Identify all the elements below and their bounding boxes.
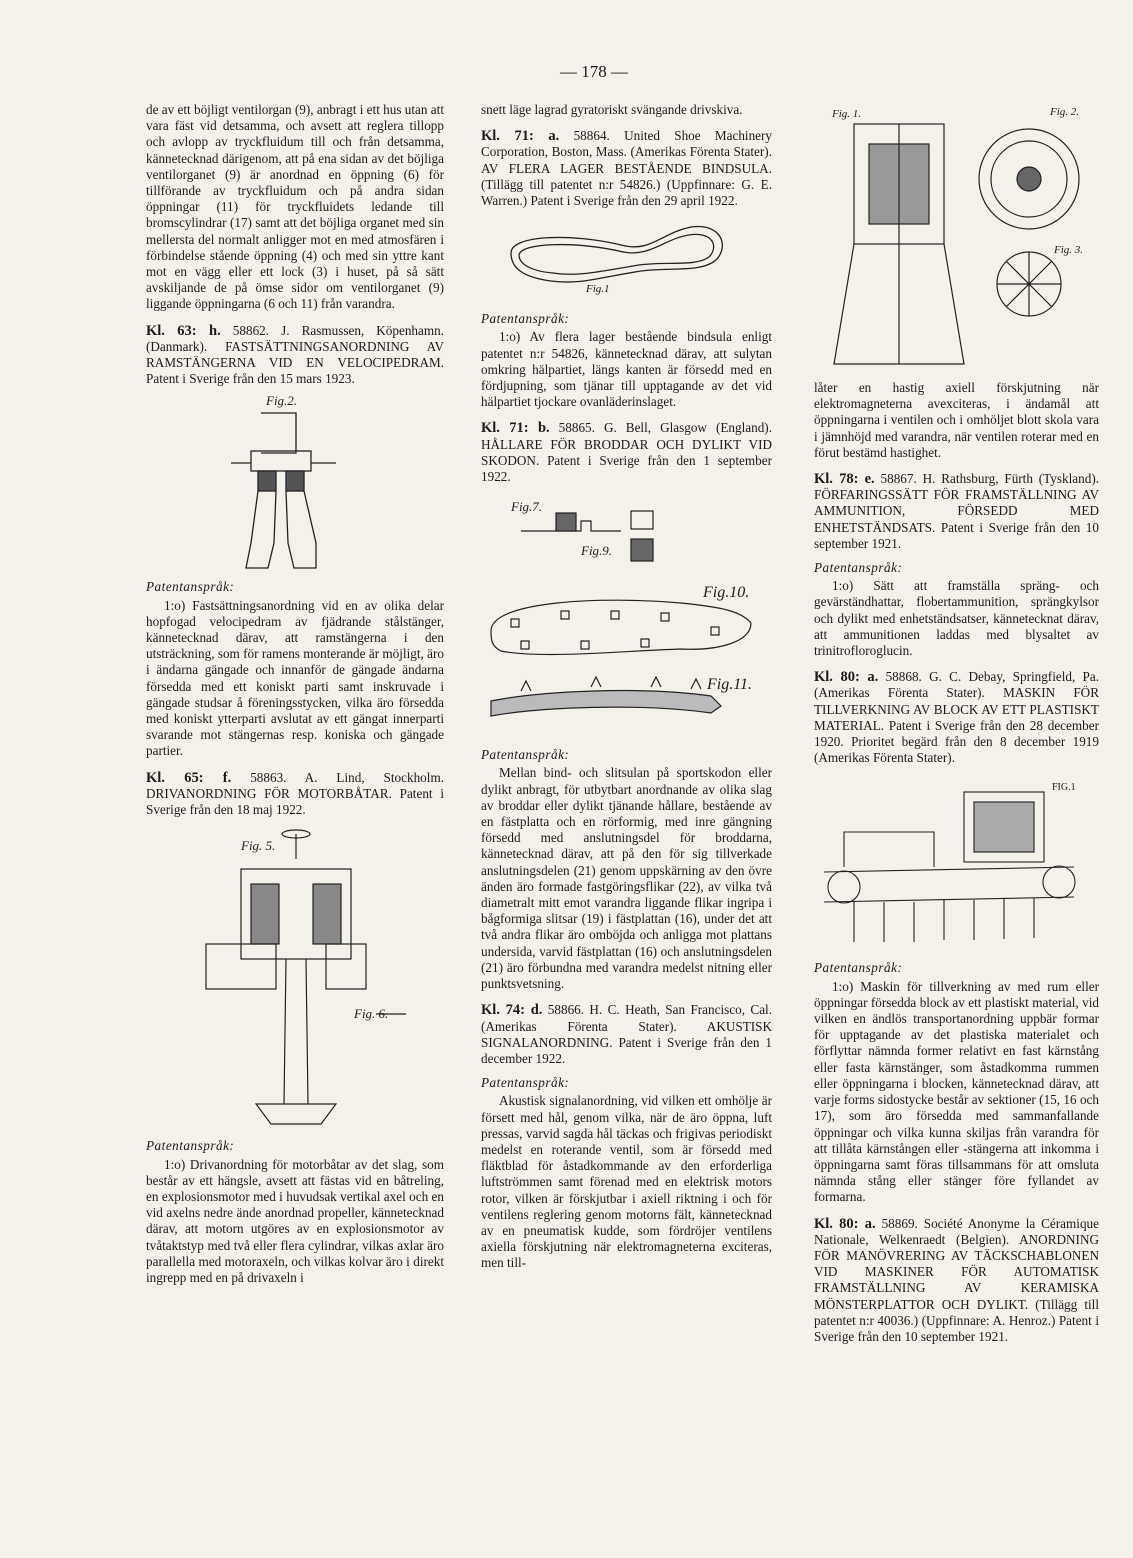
figure-signal-device bbox=[814, 104, 1099, 374]
column-1 bbox=[146, 102, 444, 1286]
entry-text: 58867. H. Rathsburg, Fürth (Tyskland). FÖRFARINGSSÄTT FÖR FRAMSTÄLLNING AV AMMUNITION, FÖRSEDD MED ENHETSTÄNDSATS. Patent i Sverige från den 10 september 1921. bbox=[814, 471, 1100, 551]
claim-text: 1:o) Fastsättningsanordning vid en av olika delar hopfogad velocipedram av fjädrande stålstänger, kännetecknad därav, att ramstängerna i den utsträckning, som för ramens monterande är möjligt, äro i ändarna gängade och innanför de gängade ändarna försedda med ett koniskt parti samt inskruvade i gängade studsar å föreningsstycken, vilka äro försedda med koniskt ytterparti avslutat av ett gängat innerparti svarande mot stängernas resp. koniska och gängade partier. bbox=[146, 597, 444, 759]
block-machine-drawing bbox=[814, 772, 1099, 952]
claims-label: Patentanspråk: bbox=[481, 1075, 570, 1091]
entry-text: 58864. United Shoe Machinery Corporation, Boston, Mass. (Amerikas Förenta Stater). AV FLERA LAGER BESTÅENDE BINDSULA. (Tillägg till patentet n:r 54826.) (Uppfinnare: G. E. Warren.) Patent i Sverige från den 29 april 1922. bbox=[481, 128, 773, 209]
figure-label: Fig. 1. bbox=[832, 108, 862, 120]
entry-text: 58866. H. C. Heath, San Francisco, Cal. (Amerikas Förenta Stater). AKUSTISK SIGNALANORDNING. Patent i Sverige från den 1 december 1922. bbox=[481, 1002, 773, 1066]
patent-entry-58865 bbox=[481, 420, 772, 485]
figure-label: FIG.1 bbox=[1052, 782, 1076, 794]
claim-text: Akustisk signalanordning, vid vilken ett omhölje är försett med hål, genom vilka, när de äro öppna, luft pressas, varvid sagda hål täckas och frigivas periodiskt medelst en roterande ventil, som är försedd med fläktblad för åstadkommande av den erforderliga luftströmmen samt förenad med en elektrisk motors rotor, vilken är förskjutbar i axiell riktning i och för ventilens reglering genom motorns fält, kännetecknad av en pneumatisk kudde, som fördröjer ventilens axiella förskjutning när elektromagneterna exciteras, men till- bbox=[481, 1093, 772, 1271]
class-label: Kl. 80: a. bbox=[814, 1215, 876, 1232]
claim-text: Mellan bind- och slitsulan på sportskodon eller dylikt anbragt, för utbytbart anordnande av olika slag av broddar eller dylikt tjänande hållare, bestående av en fästplatta och en rörformig, med inre gängning försedd med anslutningsdel för broddarna, kännetecknad därav, att på den för sig tillverkade anslutningsdelen (21) genom uppskärning av den övre änden äro formade fastgöringsflikar (22), av vilka två diametralt mitt emot varandra liggande flikar ingripa i bågformiga slitsar (19) i fästplattan (16), under det att två andra flikar äro omböjda och anligga mot plattans undersida, varvid fästplattan (16) och anslutningsdelen (21) äro förbundna med varandra medelst nitning eller punktsvetsning. bbox=[481, 765, 772, 992]
class-label: Kl. 71: a. bbox=[481, 128, 560, 145]
patent-entry-58869 bbox=[814, 1216, 1099, 1346]
patent-entry-58863 bbox=[146, 770, 444, 819]
figure-label: Fig. 5. bbox=[241, 838, 276, 854]
page-number: — 178 — bbox=[560, 62, 628, 81]
figure-label: Fig.11. bbox=[707, 676, 753, 694]
stud-holder-drawing bbox=[481, 491, 772, 739]
figure-insole bbox=[481, 215, 772, 303]
claims-label: Patentanspråk: bbox=[814, 960, 903, 976]
claims-label: Patentanspråk: bbox=[146, 1138, 235, 1154]
claim-text: 1:o) Av flera lager bestående bindsula enligt patentet n:r 54826, kännetecknad därav, att sulytan omkring hälpartiet, längs kanten är försedd med en fördjupning, som tjänar till upptagande av det vid hälpartiet tjockare ovanläderinslaget. bbox=[481, 329, 772, 410]
entry-text: 58862. J. Rasmussen, Köpenhamn. (Danmark). FASTSÄTTNINGSANORDNING AV RAMSTÄNGERNA VID EN VELOCIPEDRAM. Patent i Sverige från den 15 mars 1923. bbox=[146, 322, 445, 387]
patent-entry-58864 bbox=[481, 128, 772, 209]
column-3 bbox=[814, 104, 1099, 1345]
claim-text: 1:o) Sätt att framställa spräng- och gevärständhattar, flobertammunition, sprängkylsor och dylikt med enhetständsatser, kännetecknat därav, att ammunitionen laddas med blysaltet av trinitrofloroglucin. bbox=[814, 578, 1099, 659]
boat-drive-drawing bbox=[146, 824, 444, 1130]
figure-label: Fig. 2. bbox=[1050, 106, 1080, 118]
continued-paragraph: de av ett böjligt ventilorgan (9), anbragt i ett hus utan att vara fäst vid detsamma, och avsett att reglera tillopp och avlopp av tryckfluidum till och från detsamma, kännetecknad därigenom, att på ena sidan av det böjliga ventilorganet (9) är anordnad en öppning (6) för tillförande av tryckfluidum och på andra sidan öppningar (11) för tryckfluidets ledande till bromscylindrar (17) samt att det böjliga organet med sin mellersta del normalt anligger mot en med atmosfären i förbindelse stående öppning (4) och med sin yttre kant mot en vägg eller ett lock (3) i huset, på så sätt avskiljande de på ömse sidor om ventilorganet (9) liggande öppningarna (6 och 11) från varandra. bbox=[146, 102, 444, 312]
figure-label: Fig.9. bbox=[581, 543, 613, 559]
signal-device-drawing bbox=[814, 104, 1099, 374]
class-label: Kl. 63: h. bbox=[146, 322, 221, 339]
entry-text: 58863. A. Lind, Stockholm. DRIVANORDNING FÖR MOTORBÅTAR. Patent i Sverige från den 18 maj 1922. bbox=[146, 769, 444, 818]
column-2 bbox=[481, 102, 772, 1272]
patent-entry-58868 bbox=[814, 669, 1099, 766]
patent-entry-58866 bbox=[481, 1002, 772, 1067]
figure-label: Fig.7. bbox=[511, 499, 543, 515]
class-label: Kl. 74: d. bbox=[481, 1002, 543, 1019]
figure-label: Fig. 6. bbox=[354, 1006, 389, 1022]
claim-text: 1:o) Drivanordning för motorbåtar av det slag, som består av ett hängsle, avsett att fästas vid en båtreling, en explosionsmotor med i huvudsak vertikal axel och en vid axelns nedre ände anordnad propeller, kännetecknad därav, att motorn utgöres av en explosionsmotor av tvåtaktstyp med två eller flera cylindrar, vilkas axlar äro parallella med motoraxeln, och vilkas kolvar äro i direkt ingrepp med en på drivaxeln i bbox=[146, 1156, 444, 1285]
figure-velocipede-frame bbox=[146, 393, 444, 571]
figure-block-machine bbox=[814, 772, 1099, 952]
class-label: Kl. 65: f. bbox=[146, 769, 232, 786]
patent-entry-58867 bbox=[814, 471, 1099, 552]
patent-entry-58862 bbox=[146, 323, 444, 388]
figure-boat-drive bbox=[146, 824, 444, 1130]
figure-stud-holder bbox=[481, 491, 772, 739]
figure-label: Fig.2. bbox=[266, 393, 298, 409]
claims-label: Patentanspråk: bbox=[814, 560, 903, 576]
continued-paragraph: låter en hastig axiell förskjutning när elektromagneterna avexciteras, i ändamål att öppningarna i ventilen och i omhöljet blott skola vara i jämnhöjd med varandra, när ventilen roterar med en förut bestämd hastighet. bbox=[814, 380, 1099, 460]
entry-text: 58865. G. Bell, Glasgow (England). HÅLLARE FÖR BRODDAR OCH DYLIKT VID SKODON. Patent i Sverige från den 1 september 1922. bbox=[481, 420, 772, 485]
frame-joint-drawing bbox=[146, 393, 444, 571]
claim-text: 1:o) Maskin för tillverkning av med rum eller öppningar försedda block av ett plastiskt material, vid vilken en ändlös transportanordning uppbär formar för upptagande av det plastiska materialet och förflyttar nämnda former relativt en fast kärnstång eller fasta kärnstänger, som åstadkomma rummen eller öppningarna i blocken, kännetecknad därav, att varje forms sidostycke består av sektioner (15, 16 och 17), som äro försedda med sammanfallande öppningar och vilka kunna skiljas från varandra för att tillåta kärnstången eller -stängerna att inkomma i öppningarna samt föras tillsammans för att omsluta nämnda stång eller stänger före fyllandet av formarna. bbox=[814, 978, 1099, 1205]
claims-label: Patentanspråk: bbox=[146, 579, 235, 595]
class-label: Kl. 71: b. bbox=[481, 420, 550, 437]
insole-drawing bbox=[481, 215, 772, 303]
claims-label: Patentanspråk: bbox=[481, 747, 570, 763]
entry-text: 58869. Société Anonyme la Céramique Nationale, Welkenraedt (Belgien). ANORDNING FÖR MANÖVRERING AV TÄCKSCHABLONEN VID MASKINER FÖR AUTOMATISK FRAMSTÄLLNING AV KERAMISKA MÖNSTERPLATTOR OCH DYLIKT. (Tillägg till patentet n:r 40036.) (Uppfinnare: A. Henroz.) Patent i Sverige från den 10 september 1921. bbox=[814, 1215, 1099, 1344]
figure-label: Fig.1 bbox=[586, 283, 610, 296]
figure-label: Fig.10. bbox=[703, 584, 750, 602]
entry-text: 58868. G. C. Debay, Springfield, Pa. (Amerikas Förenta Stater). MASKIN FÖR TILLVERKNING AV BLOCK AV ETT PLASTISKT MATERIAL. Patent i Sverige från den 28 december 1920. Prioritet begärd från den 8 december 1919 (Amerikas Förenta Stater). bbox=[814, 669, 1100, 766]
class-label: Kl. 80: a. bbox=[814, 669, 879, 686]
continued-paragraph: snett läge lagrad gyratoriskt svängande drivskiva. bbox=[481, 102, 743, 117]
class-label: Kl. 78: e. bbox=[814, 471, 875, 488]
figure-label: Fig. 3. bbox=[1054, 244, 1084, 256]
claims-label: Patentanspråk: bbox=[481, 311, 570, 327]
